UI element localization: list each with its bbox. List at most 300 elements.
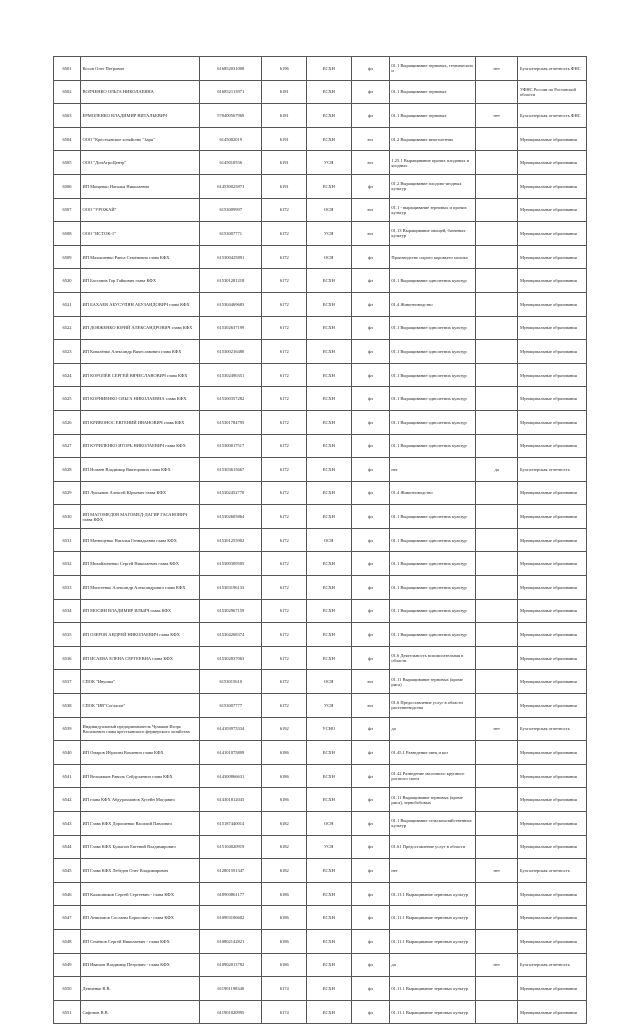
entity-type-cell: фл	[351, 245, 389, 269]
entity-type-cell: фл	[351, 646, 389, 670]
table-row	[54, 174, 587, 198]
inn-number-cell: 6153015610	[200, 670, 262, 694]
table-row	[54, 717, 587, 741]
tax-office-code-cell: 6181	[262, 104, 307, 128]
entity-name-cell: СПОК "Ивушка"	[80, 670, 199, 694]
tax-system-cell: ЕСХН	[306, 340, 351, 364]
reporting-source-cell: Муниципальные образования	[518, 694, 587, 718]
activity-description-cell: 01.11.1 Выращивание зерновых культур	[389, 906, 475, 930]
activity-description-cell: 01.2 Выращивание многолетних	[389, 127, 475, 151]
status-flag-cell	[475, 694, 518, 718]
inn-number-cell: 614301812043	[200, 788, 262, 812]
tax-office-code-cell: 6174	[262, 977, 307, 1001]
row-number-cell: 6534	[54, 599, 81, 623]
tax-office-code-cell: 6186	[262, 953, 307, 977]
entity-name-cell: ИП Матющенко Наталья Геннадьевна глава КФХ	[80, 528, 199, 552]
tax-system-cell: ЕСХН	[306, 292, 351, 316]
tax-office-code-cell: 6181	[262, 80, 307, 104]
status-flag-cell	[475, 552, 518, 576]
tax-office-code-cell: 6191	[262, 151, 307, 175]
table-row	[54, 977, 587, 1001]
tax-office-code-cell: 6186	[262, 929, 307, 953]
status-flag-cell	[475, 764, 518, 788]
entity-name-cell: ИП Семёнов Сергей Николаевич - глава КФХ	[80, 929, 199, 953]
tax-office-code-cell: 6172	[262, 576, 307, 600]
row-number-cell: 6505	[54, 151, 81, 175]
entity-type-cell: фл	[351, 576, 389, 600]
activity-description-cell: Производство сырого коровьего молока	[389, 245, 475, 269]
table-row	[54, 434, 587, 458]
inn-number-cell: 615301255902	[200, 528, 262, 552]
entity-type-cell: фл	[351, 269, 389, 293]
entity-name-cell: Косов Олег Петрович	[80, 57, 199, 81]
row-number-cell: 6532	[54, 552, 81, 576]
reporting-source-cell: Муниципальные образования	[518, 576, 587, 600]
tax-system-cell: ЕСХН	[306, 387, 351, 411]
tax-system-cell: ОСН	[306, 670, 351, 694]
table-row	[54, 859, 587, 883]
row-number-cell: 6502	[54, 80, 81, 104]
activity-description-cell: 01.1 Выращивание сельскохозяйственных культур	[389, 812, 475, 836]
entity-type-cell: фл	[351, 741, 389, 765]
tax-system-cell: ЕСХН	[306, 505, 351, 529]
row-number-cell: 6536	[54, 646, 81, 670]
tax-office-code-cell: 6172	[262, 599, 307, 623]
reporting-source-cell: Муниципальные образования	[518, 127, 587, 151]
reporting-source-cell: Муниципальные образования	[518, 623, 587, 647]
activity-description-cell: 01.11 Выращивание зерновых (кроме риса)	[389, 670, 475, 694]
reporting-source-cell: УФНС России по Ростовской области	[518, 80, 587, 104]
status-flag-cell	[475, 1000, 518, 1024]
activity-description-cell: 01.13 Выращивание овощей, бахчевых культур	[389, 222, 475, 246]
tax-system-cell: ЕСХН	[306, 57, 351, 81]
activity-description-cell: 01.11 Выращивание зерновых (кроме риса), зернобобовых	[389, 788, 475, 812]
reporting-source-cell: Муниципальные образования	[518, 741, 587, 765]
reporting-source-cell: Муниципальные образования	[518, 646, 587, 670]
row-number-cell: 6542	[54, 788, 81, 812]
entity-type-cell: юл	[351, 222, 389, 246]
status-flag-cell	[475, 670, 518, 694]
entity-type-cell: фл	[351, 481, 389, 505]
row-number-cell: 6501	[54, 57, 81, 81]
entity-name-cell: ИП Исмаев Владимир Викторович глава КФХ	[80, 458, 199, 482]
row-number-cell: 6544	[54, 835, 81, 859]
status-flag-cell	[475, 929, 518, 953]
inn-number-cell: 615301281218	[200, 269, 262, 293]
activity-description-cell: 01.1 Выращивание однолетних культур	[389, 576, 475, 600]
tax-office-code-cell: 6172	[262, 670, 307, 694]
entity-name-cell: ИП Михайличенко Сергей Николаевич глава КФХ	[80, 552, 199, 576]
activity-description-cell: 01.4 Животноводство	[389, 481, 475, 505]
inn-number-cell: 614530025871	[200, 174, 262, 198]
entity-name-cell: ИП МОСИН ВЛАДИМИР ИЛЬИЧ глава КФХ	[80, 599, 199, 623]
reporting-source-cell: Муниципальные образования	[518, 387, 587, 411]
table-row	[54, 269, 587, 293]
entity-type-cell: фл	[351, 410, 389, 434]
row-number-cell: 6527	[54, 434, 81, 458]
status-flag-cell	[475, 151, 518, 175]
table-row	[54, 741, 587, 765]
entity-name-cell: Демченко В.В.	[80, 977, 199, 1001]
tax-system-cell: ЕСХН	[306, 481, 351, 505]
inn-number-cell: 615300309505	[200, 552, 262, 576]
entity-type-cell: юл	[351, 127, 389, 151]
entity-name-cell: ИП Ковалёнко Александр Вячеславович глава КФХ	[80, 340, 199, 364]
activity-description-cell: да	[389, 953, 475, 977]
activity-description-cell: 01.1 Выращивание однолетних культур	[389, 363, 475, 387]
entity-type-cell: юл	[351, 198, 389, 222]
entity-type-cell: фл	[351, 340, 389, 364]
activity-description-cell: 01.1 Выращивание однолетних культур	[389, 623, 475, 647]
status-flag-cell	[475, 292, 518, 316]
tax-office-code-cell: 6172	[262, 458, 307, 482]
tax-office-code-cell: 6196	[262, 57, 307, 81]
reporting-source-cell: Муниципальные образования	[518, 1000, 587, 1024]
row-number-cell: 6525	[54, 387, 81, 411]
activity-description-cell: 01.11.1 Выращивание зерновых культур	[389, 1000, 475, 1024]
inn-number-cell: 614300866631	[200, 764, 262, 788]
table-row	[54, 316, 587, 340]
entity-name-cell: ИП Анисимов Сосланы Борисович - глава КФХ	[80, 906, 199, 930]
status-flag-cell	[475, 835, 518, 859]
inn-number-cell: 610902013782	[200, 953, 262, 977]
row-number-cell: 6521	[54, 292, 81, 316]
entity-name-cell: ИП КОРОЛЁВ СЕРГЕЙ ВЯЧЕСЛАВОВИЧ глава КФХ	[80, 363, 199, 387]
tax-system-cell: УСН	[306, 694, 351, 718]
inn-number-cell: 615187440014	[200, 812, 262, 836]
entity-name-cell: СПОК "ИВ"Согласие"	[80, 694, 199, 718]
status-flag-cell: нет	[475, 717, 518, 741]
inn-number-cell: 6153007771	[200, 222, 262, 246]
tax-office-code-cell: 6172	[262, 552, 307, 576]
table-row	[54, 835, 587, 859]
inn-number-cell: 615104020919	[200, 835, 262, 859]
entity-type-cell: фл	[351, 434, 389, 458]
registry-page	[53, 56, 587, 1024]
entity-name-cell: ИП КОРНИЕНКО ОЛЬГА НИКОЛАЕВНА глава КФХ	[80, 387, 199, 411]
entity-name-cell: ИП Калашников Сергей Сергеевич - глава КФХ	[80, 882, 199, 906]
tax-system-cell: УСН	[306, 835, 351, 859]
row-number-cell: 6529	[54, 481, 81, 505]
inn-number-cell: 610903106602	[200, 906, 262, 930]
reporting-source-cell: Бухгалтерская отчетность	[518, 458, 587, 482]
reporting-source-cell: Муниципальные образования	[518, 174, 587, 198]
activity-description-cell: 01.45.1 Разведение овец и коз	[389, 741, 475, 765]
tax-office-code-cell: 6172	[262, 387, 307, 411]
inn-number-cell: 610903861177	[200, 882, 262, 906]
reporting-source-cell: Муниципальные образования	[518, 434, 587, 458]
activity-description-cell: 01.1 Выращивание зерновых	[389, 104, 475, 128]
tax-office-code-cell: 6192	[262, 717, 307, 741]
inn-number-cell: 6145010556	[200, 151, 262, 175]
status-flag-cell: нет	[475, 953, 518, 977]
row-number-cell: 6507	[54, 198, 81, 222]
reporting-source-cell: Муниципальные образования	[518, 835, 587, 859]
row-number-cell: 6508	[54, 222, 81, 246]
row-number-cell: 6545	[54, 859, 81, 883]
inn-number-cell: 612801591347	[200, 859, 262, 883]
table-row	[54, 906, 587, 930]
row-number-cell: 6549	[54, 953, 81, 977]
tax-office-code-cell: 6172	[262, 505, 307, 529]
status-flag-cell: нет	[475, 57, 518, 81]
entity-type-cell: фл	[351, 104, 389, 128]
row-number-cell: 6538	[54, 694, 81, 718]
tax-office-code-cell: 6186	[262, 788, 307, 812]
tax-system-cell: ОСН	[306, 198, 351, 222]
row-number-cell: 6506	[54, 174, 81, 198]
tax-system-cell: ЕСХН	[306, 127, 351, 151]
tax-office-code-cell: 6172	[262, 222, 307, 246]
tax-system-cell: ОСН	[306, 245, 351, 269]
inn-number-cell: 615301784795	[200, 410, 262, 434]
reporting-source-cell: Муниципальные образования	[518, 505, 587, 529]
table-row	[54, 458, 587, 482]
tax-system-cell: ЕСХН	[306, 859, 351, 883]
activity-description-cell: 01.11.1 Выращивание зерновых культур	[389, 929, 475, 953]
inn-number-cell: 570400567969	[200, 104, 262, 128]
entity-type-cell: фл	[351, 387, 389, 411]
tax-office-code-cell: 6172	[262, 434, 307, 458]
table-row	[54, 670, 587, 694]
table-row	[54, 481, 587, 505]
reporting-source-cell: Муниципальные образования	[518, 788, 587, 812]
row-number-cell: 6541	[54, 764, 81, 788]
row-number-cell: 6523	[54, 340, 81, 364]
activity-description-cell: 01.1 Выращивание однолетних культур	[389, 528, 475, 552]
entity-type-cell: фл	[351, 316, 389, 340]
activity-description-cell: 01.1 Выращивание однолетних культур	[389, 505, 475, 529]
tax-system-cell: ЕСХН	[306, 80, 351, 104]
entity-type-cell: фл	[351, 458, 389, 482]
row-number-cell: 6524	[54, 363, 81, 387]
entity-name-cell: ИП Моисеенко Александр Александрович глава КФХ	[80, 576, 199, 600]
status-flag-cell	[475, 198, 518, 222]
table-row	[54, 764, 587, 788]
activity-description-cell: 01.11.1 Выращивание зерновых культур	[389, 977, 475, 1001]
status-flag-cell	[475, 906, 518, 930]
tax-system-cell: ОСН	[306, 812, 351, 836]
entity-type-cell: фл	[351, 599, 389, 623]
inn-number-cell: 614101075809	[200, 741, 262, 765]
activity-description-cell: 01.61 Предоставление услуг в области	[389, 835, 475, 859]
status-flag-cell	[475, 387, 518, 411]
tax-office-code-cell: 6174	[262, 1000, 307, 1024]
tax-office-code-cell: 6186	[262, 882, 307, 906]
tax-office-code-cell: 6172	[262, 623, 307, 647]
reporting-source-cell: Муниципальные образования	[518, 363, 587, 387]
activity-description-cell: 01.1 Выращивание однолетних культур	[389, 269, 475, 293]
tax-office-code-cell: 6172	[262, 410, 307, 434]
activity-description-cell: 01.1 Выращивание зерновых	[389, 80, 475, 104]
status-flag-cell	[475, 80, 518, 104]
entity-name-cell: ИП Ивашов Владимир Петрович - глава КФХ	[80, 953, 199, 977]
tax-office-code-cell: 6172	[262, 245, 307, 269]
tax-system-cell: УСН	[306, 222, 351, 246]
table-row	[54, 387, 587, 411]
entity-type-cell: фл	[351, 835, 389, 859]
row-number-cell: 6543	[54, 812, 81, 836]
reporting-source-cell: Муниципальные образования	[518, 481, 587, 505]
entity-type-cell: фл	[351, 929, 389, 953]
tax-office-code-cell: 6182	[262, 812, 307, 836]
entity-name-cell: ИП Лукьянов Алексей Юрьевич глава КФХ	[80, 481, 199, 505]
inn-number-cell: 611901020995	[200, 1000, 262, 1024]
tax-office-code-cell: 6191	[262, 174, 307, 198]
tax-system-cell: ЕСХН	[306, 552, 351, 576]
inn-number-cell: 615302605864	[200, 505, 262, 529]
tax-office-code-cell: 6186	[262, 741, 307, 765]
table-row	[54, 127, 587, 151]
status-flag-cell	[475, 599, 518, 623]
entity-type-cell: фл	[351, 57, 389, 81]
activity-description-cell: 01.2 Выращивание плодово-ягодных культур	[389, 174, 475, 198]
entity-type-cell: фл	[351, 812, 389, 836]
row-number-cell: 6547	[54, 906, 81, 930]
row-number-cell: 6526	[54, 410, 81, 434]
entity-name-cell: ИП Глава КФХ Дорошенко Василий Павлович	[80, 812, 199, 836]
reporting-source-cell: Муниципальные образования	[518, 245, 587, 269]
entity-name-cell: ИП КУРИЛЕНКО ИГОРЬ НИКОЛАЕВИЧ глава КФХ	[80, 434, 199, 458]
status-flag-cell	[475, 174, 518, 198]
table-row	[54, 528, 587, 552]
entity-name-cell: ООО "Крестьянское хозяйство "Заря"	[80, 127, 199, 151]
activity-description-cell: нет	[389, 859, 475, 883]
inn-number-cell: 615300216480	[200, 340, 262, 364]
reporting-source-cell: Муниципальные образования	[518, 528, 587, 552]
entity-type-cell: фл	[351, 764, 389, 788]
reporting-source-cell: Бухгалтерская отчетность	[518, 717, 587, 741]
inn-number-cell: 615300017517	[200, 434, 262, 458]
entity-type-cell: фл	[351, 505, 389, 529]
entity-type-cell: фл	[351, 1000, 389, 1024]
tax-office-code-cell: 6172	[262, 363, 307, 387]
reporting-source-cell: Муниципальные образования	[518, 340, 587, 364]
entity-type-cell: фл	[351, 552, 389, 576]
row-number-cell: 6528	[54, 458, 81, 482]
entity-type-cell: фл	[351, 174, 389, 198]
inn-number-cell: 615302637199	[200, 316, 262, 340]
entity-name-cell: ИП ИСАЕВА ЕЛЕНА СЕРГЕЕВНА глава КФХ	[80, 646, 199, 670]
tax-office-code-cell: 6182	[262, 859, 307, 883]
row-number-cell: 6509	[54, 245, 81, 269]
reporting-source-cell: Бухгалтерская отчетность	[518, 859, 587, 883]
inn-number-cell: 615304268374	[200, 623, 262, 647]
table-row	[54, 812, 587, 836]
status-flag-cell	[475, 269, 518, 293]
tax-system-cell: ЕСХН	[306, 906, 351, 930]
tax-system-cell: ЕСХН	[306, 646, 351, 670]
inn-number-cell: 615302490351	[200, 363, 262, 387]
entity-type-cell: фл	[351, 528, 389, 552]
table-row	[54, 1000, 587, 1024]
status-flag-cell: нет	[475, 859, 518, 883]
row-number-cell: 6546	[54, 882, 81, 906]
table-row	[54, 505, 587, 529]
table-row	[54, 410, 587, 434]
entity-name-cell: Сафонов В.В.	[80, 1000, 199, 1024]
status-flag-cell	[475, 410, 518, 434]
tax-office-code-cell: 6182	[262, 835, 307, 859]
entity-type-cell: фл	[351, 788, 389, 812]
reporting-source-cell: Муниципальные образования	[518, 151, 587, 175]
inn-number-cell: 611901198340	[200, 977, 262, 1001]
tax-system-cell: ЕСХН	[306, 623, 351, 647]
reporting-source-cell: Бухгалтерская отчетность ФНС	[518, 104, 587, 128]
table-row	[54, 694, 587, 718]
entity-name-cell: ООО "УРОЖАЙ"	[80, 198, 199, 222]
entity-type-cell: фл	[351, 859, 389, 883]
table-row	[54, 788, 587, 812]
entity-name-cell: ЕРМОЛЕНКО ВЛАДИМИР ВИТАЛЬЕВИЧ	[80, 104, 199, 128]
inn-number-cell: 615302837063	[200, 646, 262, 670]
status-flag-cell	[475, 882, 518, 906]
tax-office-code-cell: 6172	[262, 694, 307, 718]
table-row	[54, 222, 587, 246]
inn-number-cell: 615303196133	[200, 576, 262, 600]
reporting-source-cell: Муниципальные образования	[518, 882, 587, 906]
row-number-cell: 6533	[54, 576, 81, 600]
tax-system-cell: ОСН	[306, 528, 351, 552]
status-flag-cell	[475, 481, 518, 505]
table-row	[54, 198, 587, 222]
tax-office-code-cell: 6172	[262, 269, 307, 293]
table-row	[54, 929, 587, 953]
entity-name-cell: ВОЛЧЕНКО ОЛЬГА НИКОЛАЕВНА	[80, 80, 199, 104]
tax-office-code-cell: 6172	[262, 340, 307, 364]
entity-name-cell: ИП ОЗЕРОВ АНДРЕЙ НИКОЛАЕВИЧ глава КФХ	[80, 623, 199, 647]
status-flag-cell	[475, 340, 518, 364]
activity-description-cell: да	[389, 717, 475, 741]
tax-system-cell: ЕСХН	[306, 104, 351, 128]
status-flag-cell	[475, 316, 518, 340]
tax-system-cell: ЕСХН	[306, 599, 351, 623]
inn-number-cell: 615300425891	[200, 245, 262, 269]
activity-description-cell: 01.1 - выращивание зерновых и прочих культур	[389, 198, 475, 222]
inn-number-cell: 615300357282	[200, 387, 262, 411]
status-flag-cell	[475, 434, 518, 458]
inn-number-cell: 6153007777	[200, 694, 262, 718]
entity-type-cell: фл	[351, 953, 389, 977]
entity-name-cell: ИП ДОВЖЕНКО ЮРИЙ АЛЕКСАНДРОВИЧ глава КФХ	[80, 316, 199, 340]
table-row	[54, 151, 587, 175]
registry-rows	[54, 57, 587, 1024]
tax-system-cell: ЕСХН	[306, 882, 351, 906]
table-row	[54, 104, 587, 128]
status-flag-cell	[475, 363, 518, 387]
activity-description-cell: 01.42 Разведение молочного крупного рогатого скота	[389, 764, 475, 788]
entity-name-cell: ИП Малышенко Раиса Семеновна глава КФХ	[80, 245, 199, 269]
reporting-source-cell: Муниципальные образования	[518, 198, 587, 222]
entity-type-cell: фл	[351, 717, 389, 741]
status-flag-cell	[475, 576, 518, 600]
status-flag-cell: нет	[475, 104, 518, 128]
activity-description-cell: 01.6 Деятельность вспомогательная в области	[389, 646, 475, 670]
status-flag-cell	[475, 646, 518, 670]
table-row	[54, 599, 587, 623]
tax-system-cell: ЕСХН	[306, 410, 351, 434]
activity-description-cell: 1.25.1 Выращивание прочих плодовых и ягодных	[389, 151, 475, 175]
reporting-source-cell: Муниципальные образования	[518, 764, 587, 788]
tax-system-cell: ЕСХН	[306, 316, 351, 340]
row-number-cell: 6522	[54, 316, 81, 340]
entity-type-cell: юл	[351, 670, 389, 694]
entity-type-cell: фл	[351, 977, 389, 1001]
row-number-cell: 6503	[54, 104, 81, 128]
reporting-source-cell: Муниципальные образования	[518, 812, 587, 836]
tax-office-code-cell: 6172	[262, 316, 307, 340]
tax-system-cell: ЕСХН	[306, 269, 351, 293]
